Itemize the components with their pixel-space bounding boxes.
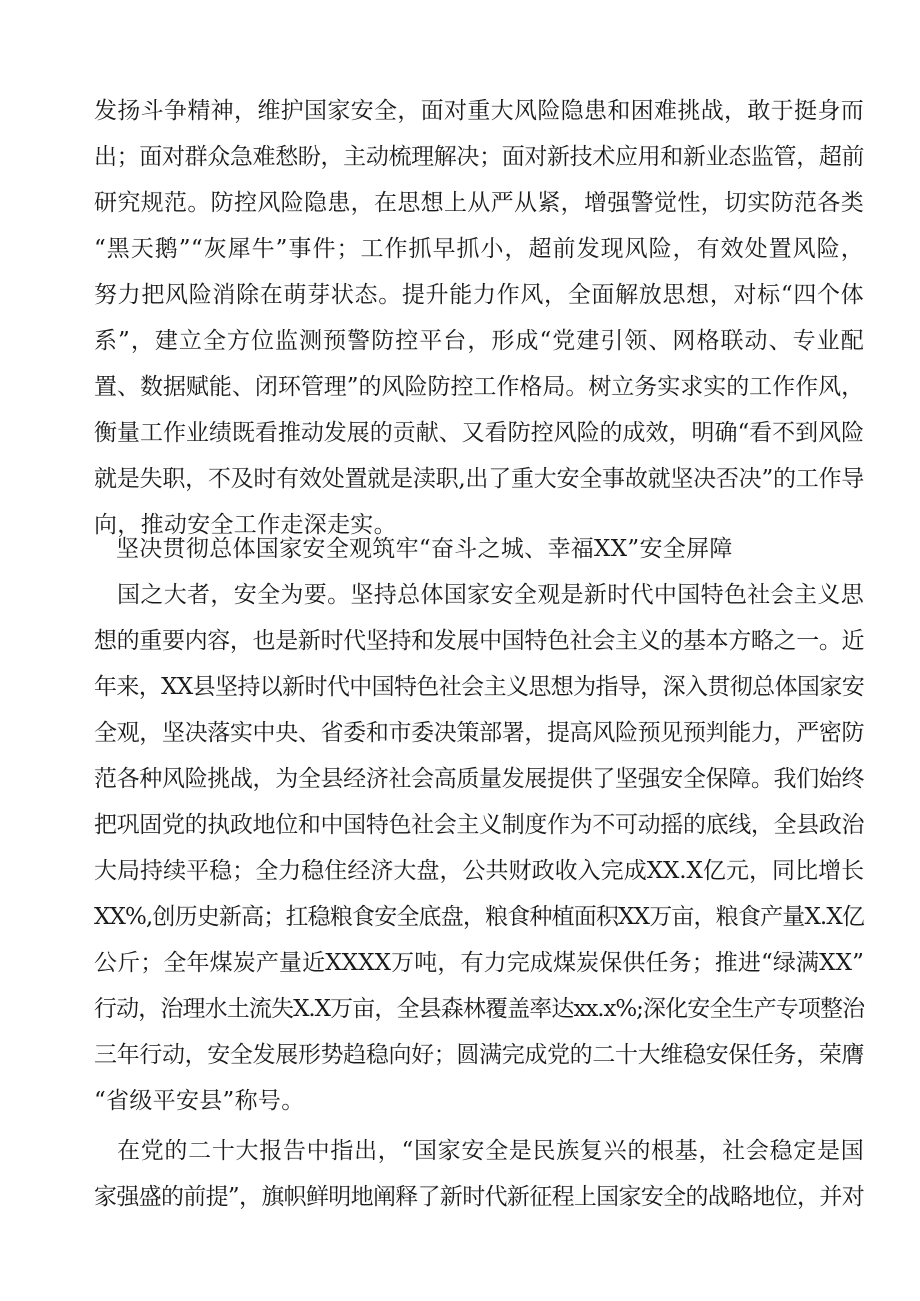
text-line: 范各种风险挑战，为全县经济社会高质量发展提供了坚强安全保障。我们始终	[94, 766, 864, 792]
text-line: 向，推动安全工作走深走实。	[94, 512, 397, 538]
text-line: “省级平安县”称号。	[94, 1088, 305, 1114]
paragraph-1	[94, 88, 864, 548]
text-line: 出；面对群众急难愁盼，主动梳理解决；面对新技术应用和新业态监管，超前	[94, 144, 864, 170]
text-line: 国之大者，安全为要。坚持总体国家安全观是新时代中国特色社会主义思	[117, 582, 864, 608]
text-line: “黑天鹅”“灰犀牛”事件；工作抓早抓小，超前发现风险，有效处置风险，	[94, 236, 864, 262]
text-line: 把巩固党的执政地位和中国特色社会主义制度作为不可动摇的底线，全县政治	[94, 812, 864, 838]
text-line: 年来，XX县坚持以新时代中国特色社会主义思想为指导，深入贯彻总体国家安	[94, 674, 864, 700]
text-line: 家强盛的前提”，旗帜鲜明地阐释了新时代新征程上国家安全的战略地位，并对	[94, 1184, 864, 1210]
text-line: 发扬斗争精神，维护国家安全，面对重大风险隐患和困难挑战，敢于挺身而	[94, 98, 864, 124]
section-heading: 坚决贯彻总体国家安全观筑牢“奋斗之城、幸福XX”安全屏障	[116, 536, 733, 562]
section-heading-block	[116, 526, 816, 572]
text-line: 置、数据赋能、闭环管理”的风险防控工作格局。树立务实求实的工作作风，	[94, 374, 864, 400]
paragraph-3	[94, 1128, 864, 1220]
text-line: 三年行动，安全发展形势趋稳向好；圆满完成党的二十大维稳安保任务，荣膺	[94, 1042, 864, 1068]
text-line: 全观，坚决落实中央、省委和市委决策部署，提高风险预见预判能力，严密防	[94, 720, 864, 746]
text-line: 想的重要内容，也是新时代坚持和发展中国特色社会主义的基本方略之一。近	[94, 628, 864, 654]
text-line: 研究规范。防控风险隐患，在思想上从严从紧，增强警觉性，切实防范各类	[94, 190, 864, 216]
text-line: 行动，治理水土流失X.X万亩，全县森林覆盖率达xx.x%;深化安全生产专项整治	[94, 996, 864, 1022]
paragraph-2	[94, 572, 864, 1124]
text-line: 大局持续平稳；全力稳住经济大盘，公共财政收入完成XX.X亿元，同比增长	[94, 858, 864, 884]
text-line: XX%,创历史新高；扛稳粮食安全底盘，粮食种植面积XX万亩，粮食产量X.X亿	[94, 904, 864, 930]
text-line: 衡量工作业绩既看推动发展的贡献、又看防控风险的成效，明确“看不到风险	[94, 420, 864, 446]
text-line: 系”，建立全方位监测预警防控平台，形成“党建引领、网格联动、专业配	[94, 328, 864, 354]
text-line: 公斤；全年煤炭产量近XXXX万吨，有力完成煤炭保供任务；推进“绿满XX”	[94, 950, 864, 976]
text-line: 努力把风险消除在萌芽状态。提升能力作风，全面解放思想，对标“四个体	[94, 282, 864, 308]
text-line: 就是失职，不及时有效处置就是渎职,出了重大安全事故就坚决否决”的工作导	[94, 466, 864, 492]
text-line: 在党的二十大报告中指出，“国家安全是民族复兴的根基，社会稳定是国	[117, 1138, 864, 1164]
